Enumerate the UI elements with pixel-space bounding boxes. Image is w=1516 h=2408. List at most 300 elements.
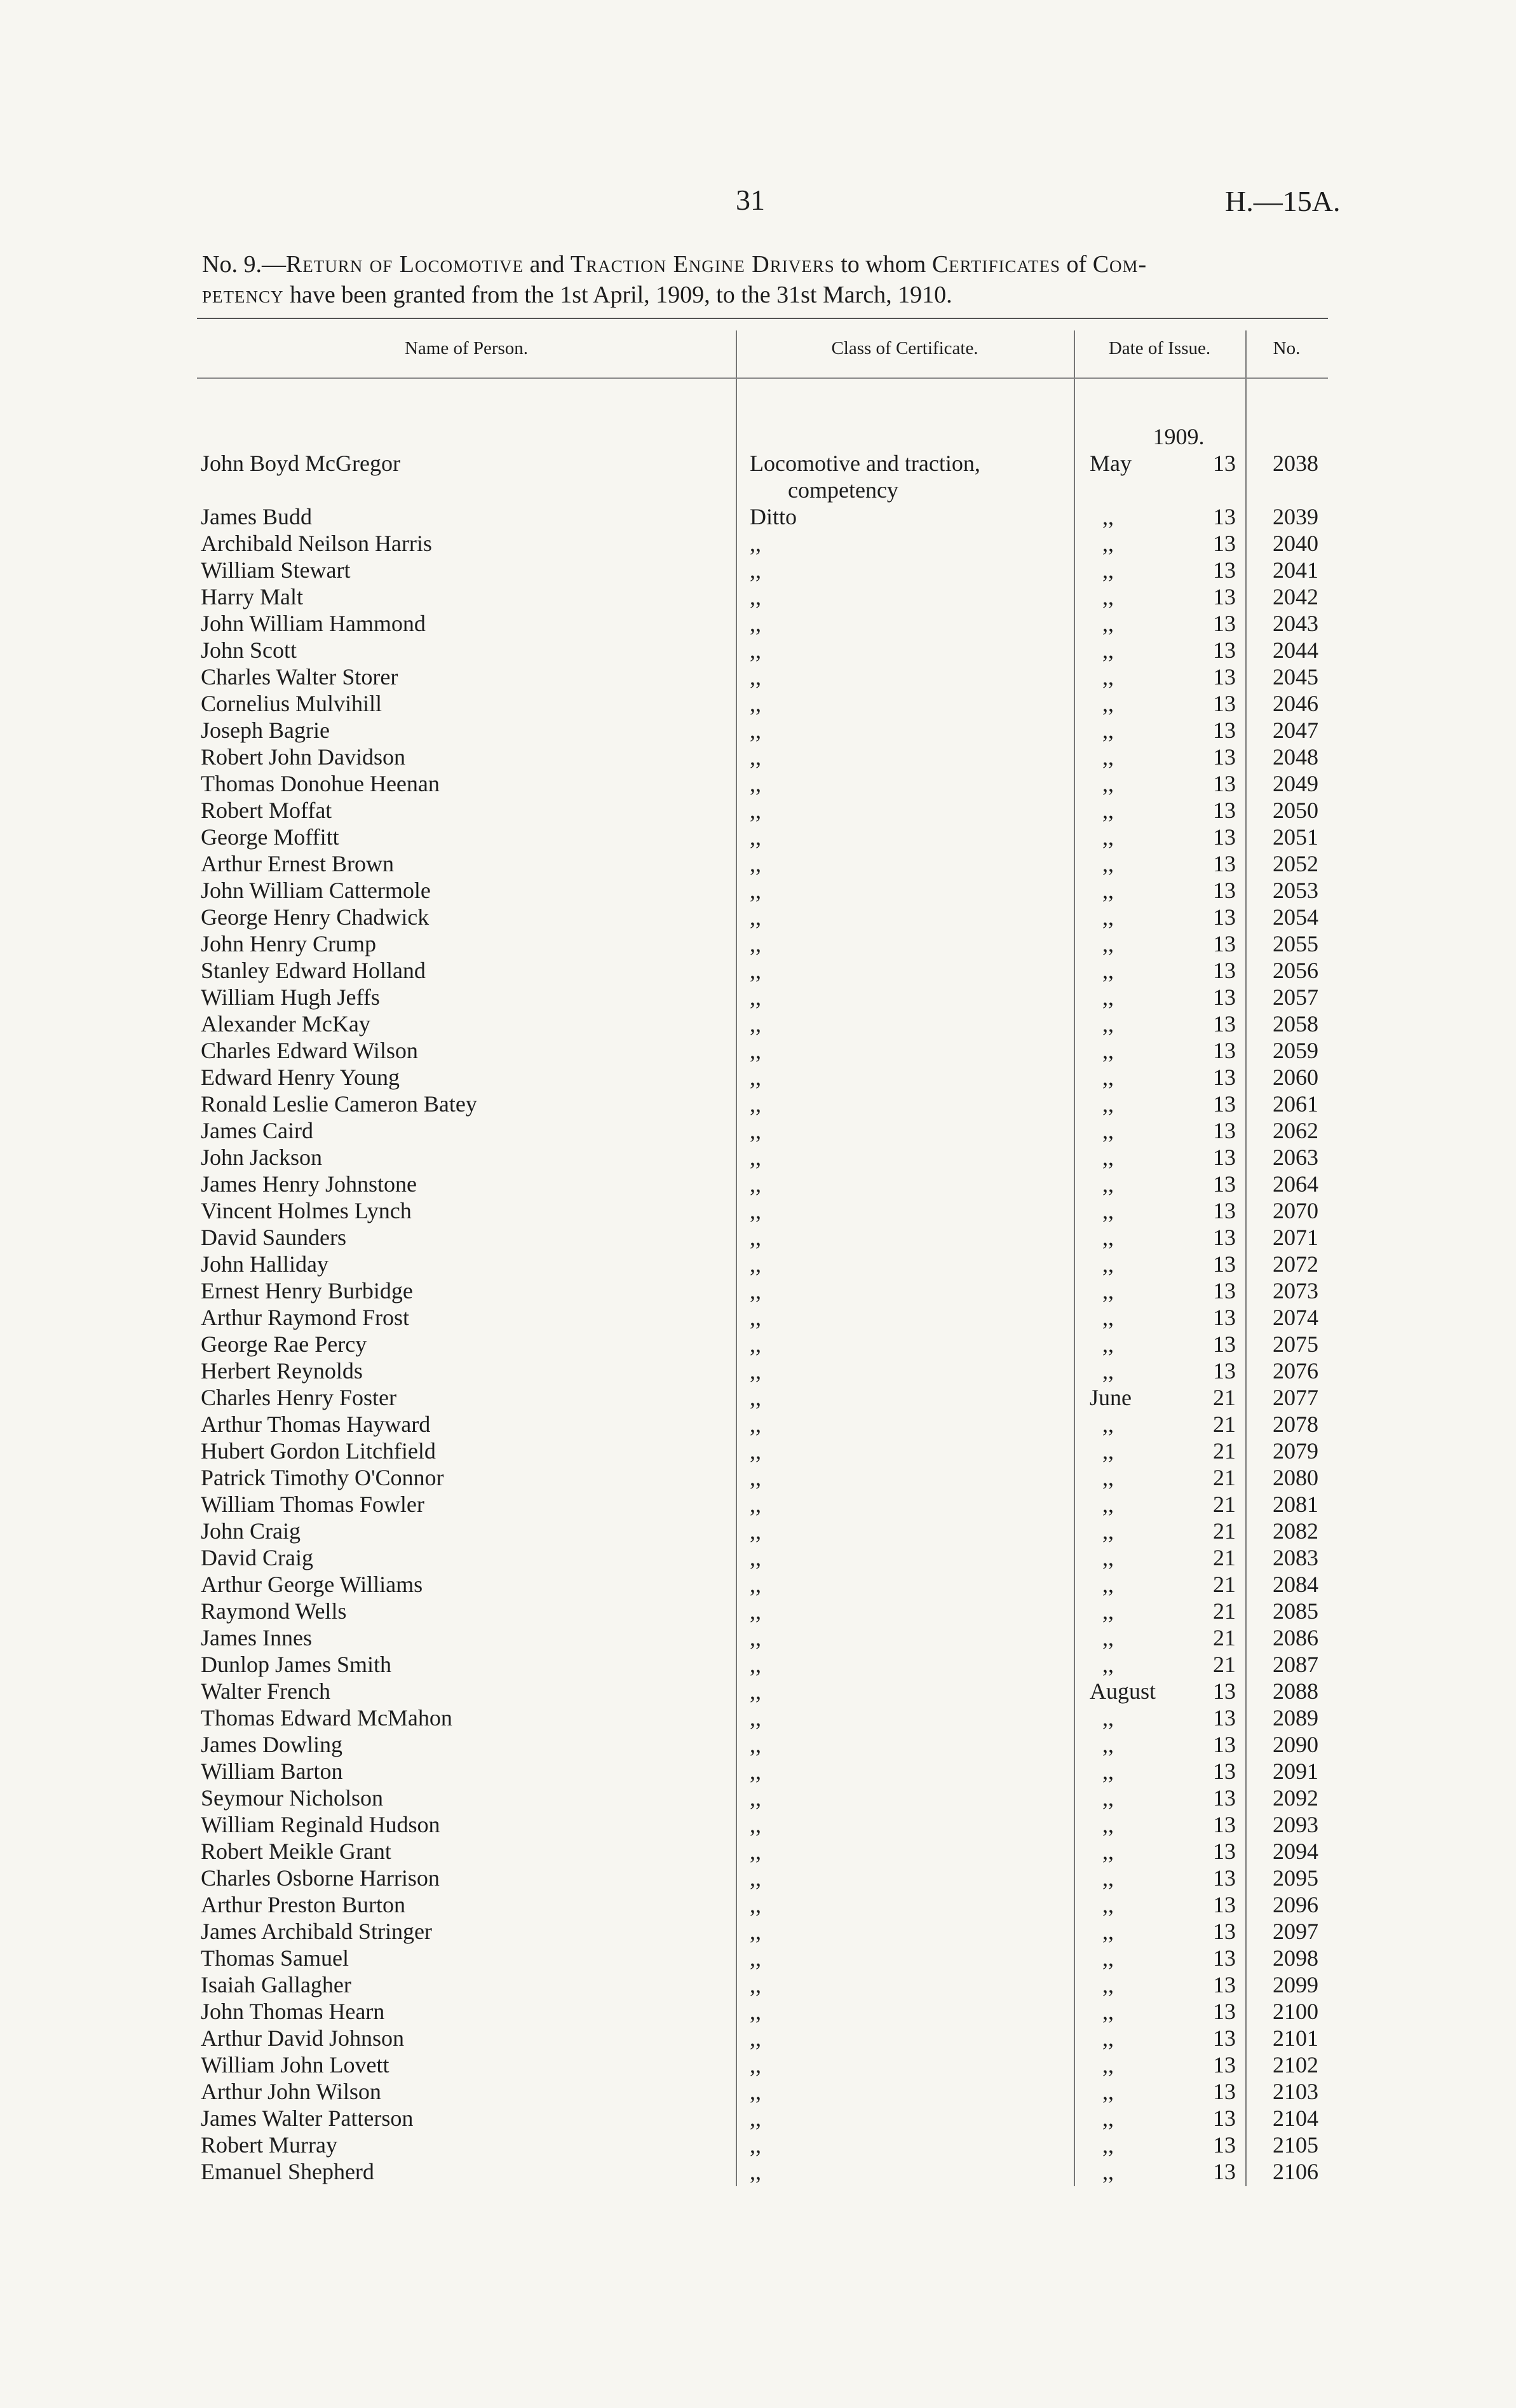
certificate-number: 2051	[1273, 824, 1318, 850]
issue-day: 13	[1213, 1171, 1236, 1197]
person-name: Edward Henry Young	[201, 1065, 400, 1090]
heading-competency-start: Com-	[1092, 251, 1147, 278]
issue-day: 13	[1213, 691, 1236, 716]
issue-day: 13	[1213, 2105, 1236, 2131]
issue-day: 13	[1213, 2052, 1236, 2078]
issue-day: 13	[1213, 557, 1236, 583]
certificate-number: 2094	[1273, 1839, 1318, 1864]
certificate-class: ,,	[750, 824, 761, 850]
certificate-number: 2077	[1273, 1385, 1318, 1410]
table-row	[197, 1091, 1328, 1117]
person-name: Arthur John Wilson	[201, 2079, 381, 2104]
table-row	[197, 583, 1328, 610]
certificate-class: ,,	[750, 2079, 761, 2104]
certificate-class: ,,	[750, 1732, 761, 1757]
certificate-class: ,,	[750, 1598, 761, 1624]
issue-month: ,,	[1102, 744, 1114, 770]
person-name: Robert John Davidson	[201, 744, 405, 770]
certificate-number: 2061	[1273, 1091, 1318, 1117]
issue-day: 13	[1213, 1118, 1236, 1143]
certificate-class: ,,	[750, 744, 761, 770]
header-date: Date of Issue.	[1108, 338, 1211, 358]
person-name: James Budd	[201, 504, 312, 529]
issue-month: ,,	[1102, 1091, 1114, 1117]
issue-month: ,,	[1102, 1865, 1114, 1891]
certificate-class: ,,	[750, 2025, 761, 2051]
table-row	[197, 1704, 1328, 1731]
certificate-class: ,,	[750, 1945, 761, 1971]
issue-day: 13	[1213, 1091, 1236, 1117]
table-row	[197, 1598, 1328, 1624]
certificate-class: ,,	[750, 718, 761, 743]
issue-month: ,,	[1102, 1972, 1114, 1997]
person-name: Isaiah Gallagher	[201, 1972, 351, 1997]
table-row	[197, 1651, 1328, 1678]
issue-month: ,,	[1102, 611, 1114, 636]
table-row	[197, 1998, 1328, 2025]
person-name: Joseph Bagrie	[201, 718, 330, 743]
person-name: Thomas Donohue Heenan	[201, 771, 440, 796]
certificate-class: ,,	[750, 1892, 761, 1917]
certificate-class: ,,	[750, 1385, 761, 1410]
certificate-number: 2086	[1273, 1625, 1318, 1650]
certificate-class: ,,	[750, 1545, 761, 1570]
issue-month: ,,	[1102, 1011, 1114, 1037]
table-row	[197, 1624, 1328, 1651]
certificate-number: 2062	[1273, 1118, 1318, 1143]
certificate-class: ,,	[750, 2159, 761, 2184]
issue-month: ,,	[1102, 1198, 1114, 1223]
heading-lead: Return of Locomotive	[285, 251, 524, 278]
certificate-number: 2047	[1273, 718, 1318, 743]
issue-month: ,,	[1102, 691, 1114, 716]
issue-day: 13	[1213, 2079, 1236, 2104]
certificate-class: ,,	[750, 1251, 761, 1277]
person-name: John Halliday	[201, 1251, 328, 1277]
certificate-number: 2083	[1273, 1545, 1318, 1570]
table-row	[197, 1117, 1328, 1144]
certificate-class: ,,	[750, 1758, 761, 1784]
table-row	[197, 1411, 1328, 1438]
table-row	[197, 797, 1328, 824]
heading-and: and	[524, 251, 571, 278]
top-rule	[197, 318, 1328, 319]
certificate-number: 2078	[1273, 1411, 1318, 1437]
person-name: Robert Meikle Grant	[201, 1839, 391, 1864]
certificate-class: ,,	[750, 1225, 761, 1250]
certificate-number: 2105	[1273, 2132, 1318, 2158]
certificate-number: 2102	[1273, 2052, 1318, 2078]
certificate-class: ,,	[750, 1438, 761, 1464]
issue-month: ,,	[1102, 904, 1114, 930]
issue-month: ,,	[1102, 1465, 1114, 1490]
issue-day: 13	[1213, 1225, 1236, 1250]
issue-day: 13	[1213, 1732, 1236, 1757]
certificate-number: 2093	[1273, 1812, 1318, 1837]
person-name: James Caird	[201, 1118, 313, 1143]
certificate-number: 2049	[1273, 771, 1318, 796]
page-number: 31	[736, 184, 765, 216]
issue-month: ,,	[1102, 2132, 1114, 2158]
issue-month: ,,	[1102, 2079, 1114, 2104]
heading-to-whom: to whom	[834, 251, 932, 278]
issue-day: 13	[1213, 1705, 1236, 1731]
issue-month: ,,	[1102, 984, 1114, 1010]
certificate-class: Ditto	[750, 504, 797, 529]
table-row	[197, 557, 1328, 583]
certificate-number: 2082	[1273, 1518, 1318, 1544]
table-row	[197, 2051, 1328, 2078]
table-row	[197, 2105, 1328, 2132]
issue-day: 13	[1213, 984, 1236, 1010]
heading-label: No. 9.—	[202, 251, 286, 278]
certificate-number: 2058	[1273, 1011, 1318, 1037]
certificate-class: ,,	[750, 1839, 761, 1864]
person-name: Arthur Ernest Brown	[201, 851, 394, 876]
certificate-class: ,,	[750, 584, 761, 609]
issue-month: ,,	[1102, 2159, 1114, 2184]
certificate-number: 2072	[1273, 1251, 1318, 1277]
certificate-number: 2060	[1273, 1065, 1318, 1090]
certificate-number: 2048	[1273, 744, 1318, 770]
class-line-1: Locomotive and traction,	[750, 451, 980, 476]
certificate-class: ,,	[750, 557, 761, 583]
heading-of: of	[1060, 251, 1093, 278]
certificate-class: ,,	[750, 1678, 761, 1704]
certificate-number: 2039	[1273, 504, 1318, 529]
table-row	[197, 1785, 1328, 1811]
issue-day: 13	[1213, 744, 1236, 770]
issue-day: 13	[1213, 1251, 1236, 1277]
certificate-class: ,,	[750, 2052, 761, 2078]
table-row	[197, 1838, 1328, 1865]
issue-month: ,,	[1102, 637, 1114, 663]
person-name: Walter French	[201, 1678, 331, 1704]
person-name: John Scott	[201, 637, 297, 663]
certificate-number: 2080	[1273, 1465, 1318, 1490]
person-name: Arthur George Williams	[201, 1572, 423, 1597]
certificate-class	[750, 450, 1055, 503]
certificate-class: ,,	[750, 771, 761, 796]
person-name: John Boyd McGregor	[201, 451, 400, 476]
certificate-number: 2042	[1273, 584, 1318, 609]
person-name: Raymond Wells	[201, 1598, 347, 1624]
certificate-number: 2106	[1273, 2159, 1318, 2184]
certificate-number: 2071	[1273, 1225, 1318, 1250]
issue-day: 21	[1213, 1492, 1236, 1517]
issue-day: 13	[1213, 1812, 1236, 1837]
table-body	[197, 404, 1328, 2185]
person-name: Charles Walter Storer	[201, 664, 398, 690]
certificate-number: 2090	[1273, 1732, 1318, 1757]
issue-day: 21	[1213, 1652, 1236, 1677]
table-row	[197, 2025, 1328, 2051]
table-row	[197, 1171, 1328, 1197]
certificate-number: 2040	[1273, 531, 1318, 556]
issue-day: 21	[1213, 1545, 1236, 1570]
header-class: Class of Certificate.	[831, 338, 978, 358]
table-row	[197, 1918, 1328, 1945]
issue-month: ,,	[1102, 1145, 1114, 1170]
certificate-class: ,,	[750, 1492, 761, 1517]
certificate-class: ,,	[750, 1038, 761, 1063]
issue-month: ,,	[1102, 1839, 1114, 1864]
certificate-number: 2096	[1273, 1892, 1318, 1917]
person-name: William Hugh Jeffs	[201, 984, 380, 1010]
issue-day: 13	[1213, 851, 1236, 876]
issue-day: 13	[1213, 1145, 1236, 1170]
person-name: Emanuel Shepherd	[201, 2159, 374, 2184]
certificate-class: ,,	[750, 1999, 761, 2024]
certificate-number: 2041	[1273, 557, 1318, 583]
table-row	[197, 2078, 1328, 2105]
issue-month: ,,	[1102, 664, 1114, 690]
certificate-class: ,,	[750, 904, 761, 930]
table-row	[197, 1518, 1328, 1544]
issue-day: 21	[1213, 1598, 1236, 1624]
issue-month: ,,	[1102, 1225, 1114, 1250]
issue-day: 13	[1213, 1892, 1236, 1917]
certificate-number: 2046	[1273, 691, 1318, 716]
issue-day: 13	[1213, 2025, 1236, 2051]
person-name: Robert Murray	[201, 2132, 337, 2158]
person-name: Herbert Reynolds	[201, 1358, 363, 1384]
issue-day: 13	[1213, 904, 1236, 930]
issue-day: 21	[1213, 1572, 1236, 1597]
issue-day: 13	[1213, 2159, 1236, 2184]
issue-day: 13	[1213, 2132, 1236, 2158]
issue-month: ,,	[1102, 1758, 1114, 1784]
certificate-number: 2092	[1273, 1785, 1318, 1811]
issue-day: 13	[1213, 1865, 1236, 1891]
certificate-class: ,,	[750, 878, 761, 903]
table-row	[197, 1251, 1328, 1277]
certificate-class: ,,	[750, 1145, 761, 1170]
issue-month: ,,	[1102, 1118, 1114, 1143]
issue-month: ,,	[1102, 1705, 1114, 1731]
issue-day: 21	[1213, 1385, 1236, 1410]
issue-month: ,,	[1102, 878, 1114, 903]
document-heading	[202, 249, 1320, 310]
issue-day: 13	[1213, 824, 1236, 850]
table-row	[197, 1277, 1328, 1304]
issue-day: 13	[1213, 1358, 1236, 1384]
table-row	[197, 1571, 1328, 1598]
certificate-class: ,,	[750, 1065, 761, 1090]
certificate-class: ,,	[750, 1705, 761, 1731]
issue-month: ,,	[1102, 851, 1114, 876]
issue-month: ,,	[1102, 1652, 1114, 1677]
heading-traction: Traction Engine Drivers	[570, 251, 835, 278]
issue-month: ,,	[1102, 1518, 1114, 1544]
certificate-class: ,,	[750, 637, 761, 663]
table-row	[197, 2158, 1328, 2185]
person-name: Charles Osborne Harrison	[201, 1865, 440, 1891]
person-name: John Henry Crump	[201, 931, 376, 956]
certificate-class: ,,	[750, 2132, 761, 2158]
certificate-number: 2053	[1273, 878, 1318, 903]
issue-month: ,,	[1102, 1732, 1114, 1757]
issue-day: 13	[1213, 1278, 1236, 1303]
person-name: Thomas Samuel	[201, 1945, 349, 1971]
certificate-number: 2097	[1273, 1919, 1318, 1944]
person-name: Cornelius Mulvihill	[201, 691, 382, 716]
table-row	[197, 1731, 1328, 1758]
table-row	[197, 503, 1328, 530]
certificate-class: ,,	[750, 1305, 761, 1330]
issue-day: 13	[1213, 611, 1236, 636]
person-name: Ronald Leslie Cameron Batey	[201, 1091, 477, 1117]
person-name: James Henry Johnstone	[201, 1171, 417, 1197]
table-row	[197, 1464, 1328, 1491]
issue-month: May	[1090, 451, 1132, 476]
table-row	[197, 770, 1328, 797]
table-row	[197, 1384, 1328, 1411]
table-row	[197, 1544, 1328, 1571]
person-name: John Jackson	[201, 1145, 322, 1170]
person-name: Hubert Gordon Litchfield	[201, 1438, 436, 1464]
issue-month: ,,	[1102, 1038, 1114, 1063]
person-name: Arthur Thomas Hayward	[201, 1411, 431, 1437]
issue-month: ,,	[1102, 1331, 1114, 1357]
header-rule	[197, 378, 1328, 379]
certificate-number: 2057	[1273, 984, 1318, 1010]
table-row	[197, 1811, 1328, 1838]
certificate-number: 2073	[1273, 1278, 1318, 1303]
heading-certificates: Certificates	[931, 251, 1061, 278]
person-name: David Craig	[201, 1545, 313, 1570]
table-row	[197, 877, 1328, 904]
certificate-class: ,,	[750, 611, 761, 636]
header-name: Name of Person.	[404, 338, 529, 358]
certificate-number: 2052	[1273, 851, 1318, 876]
header-no: No.	[1273, 338, 1301, 358]
certificate-number: 2059	[1273, 1038, 1318, 1063]
issue-day: 13	[1213, 1198, 1236, 1223]
table-row	[197, 957, 1328, 984]
certificate-class: ,,	[750, 1572, 761, 1597]
certificate-class: ,,	[750, 931, 761, 956]
person-name: Vincent Holmes Lynch	[201, 1198, 412, 1223]
certificate-number: 2095	[1273, 1865, 1318, 1891]
certificate-class: ,,	[750, 664, 761, 690]
certificate-number: 2103	[1273, 2079, 1318, 2104]
person-name: Patrick Timothy O'Connor	[201, 1465, 444, 1490]
certificate-number: 2038	[1273, 451, 1318, 476]
table-row	[197, 1758, 1328, 1785]
certificate-number: 2056	[1273, 958, 1318, 983]
certificate-number: 2084	[1273, 1572, 1318, 1597]
table-row	[197, 2132, 1328, 2158]
person-name: Seymour Nicholson	[201, 1785, 383, 1811]
issue-day: 21	[1213, 1625, 1236, 1650]
issue-month: ,,	[1102, 1785, 1114, 1811]
certificate-class: ,,	[750, 1518, 761, 1544]
person-name: James Innes	[201, 1625, 312, 1650]
issue-month: ,,	[1102, 1278, 1114, 1303]
certificate-number: 2098	[1273, 1945, 1318, 1971]
certificate-number: 2088	[1273, 1678, 1318, 1704]
table-row	[197, 1865, 1328, 1891]
person-name: John William Cattermole	[201, 878, 431, 903]
heading-date-range: have been granted from the 1st April, 1909, to the 31st March, 1910.	[283, 282, 952, 308]
table-row	[197, 1891, 1328, 1918]
certificate-number: 2091	[1273, 1758, 1318, 1784]
issue-day: 13	[1213, 1011, 1236, 1037]
certificate-class: ,,	[750, 1812, 761, 1837]
heading-continuation	[202, 280, 1320, 310]
issue-day: 21	[1213, 1411, 1236, 1437]
year-label: 1909.	[1153, 424, 1205, 449]
certificate-class: ,,	[750, 1865, 761, 1891]
issue-day: 13	[1213, 878, 1236, 903]
certificate-number: 2104	[1273, 2105, 1318, 2131]
certificate-class: ,,	[750, 531, 761, 556]
table-row	[197, 663, 1328, 690]
table-row	[197, 930, 1328, 957]
issue-day: 13	[1213, 1305, 1236, 1330]
issue-day: 13	[1213, 1065, 1236, 1090]
issue-month: ,,	[1102, 1065, 1114, 1090]
certificate-number: 2043	[1273, 611, 1318, 636]
issue-day: 13	[1213, 1038, 1236, 1063]
table-row	[197, 824, 1328, 850]
issue-month: ,,	[1102, 1545, 1114, 1570]
certificate-class: ,,	[750, 2105, 761, 2131]
table-row	[197, 1064, 1328, 1091]
issue-day: 13	[1213, 1758, 1236, 1784]
table-row	[197, 904, 1328, 930]
issue-day: 13	[1213, 531, 1236, 556]
table-row	[197, 717, 1328, 744]
person-name: David Saunders	[201, 1225, 346, 1250]
issue-month: ,,	[1102, 718, 1114, 743]
table-row	[197, 1144, 1328, 1171]
certificate-number: 2081	[1273, 1492, 1318, 1517]
certificate-class: ,,	[750, 1465, 761, 1490]
certificate-number: 2074	[1273, 1305, 1318, 1330]
issue-day: 13	[1213, 1945, 1236, 1971]
page-reference: H.—15A.	[1225, 185, 1341, 217]
person-name: Charles Edward Wilson	[201, 1038, 418, 1063]
certificate-class: ,,	[750, 1171, 761, 1197]
issue-day: 13	[1213, 1919, 1236, 1944]
issue-day: 13	[1213, 584, 1236, 609]
certificate-number: 2101	[1273, 2025, 1318, 2051]
certificate-number: 2099	[1273, 1972, 1318, 1997]
person-name: Harry Malt	[201, 584, 303, 609]
table-row	[197, 1224, 1328, 1251]
issue-month: ,,	[1102, 1492, 1114, 1517]
issue-month: ,,	[1102, 1945, 1114, 1971]
issue-day: 13	[1213, 637, 1236, 663]
issue-day: 13	[1213, 1331, 1236, 1357]
issue-month: June	[1090, 1385, 1132, 1410]
issue-month: ,,	[1102, 958, 1114, 983]
certificate-number: 2085	[1273, 1598, 1318, 1624]
table-row	[197, 610, 1328, 637]
issue-day: 13	[1213, 1999, 1236, 2024]
certificate-class: ,,	[750, 1972, 761, 1997]
table-row	[197, 1945, 1328, 1971]
issue-month: ,,	[1102, 2025, 1114, 2051]
issue-month: ,,	[1102, 1999, 1114, 2024]
table-row	[197, 1197, 1328, 1224]
issue-day: 13	[1213, 664, 1236, 690]
issue-month: ,,	[1102, 1919, 1114, 1944]
table-row	[197, 1357, 1328, 1384]
certificate-number: 2045	[1273, 664, 1318, 690]
